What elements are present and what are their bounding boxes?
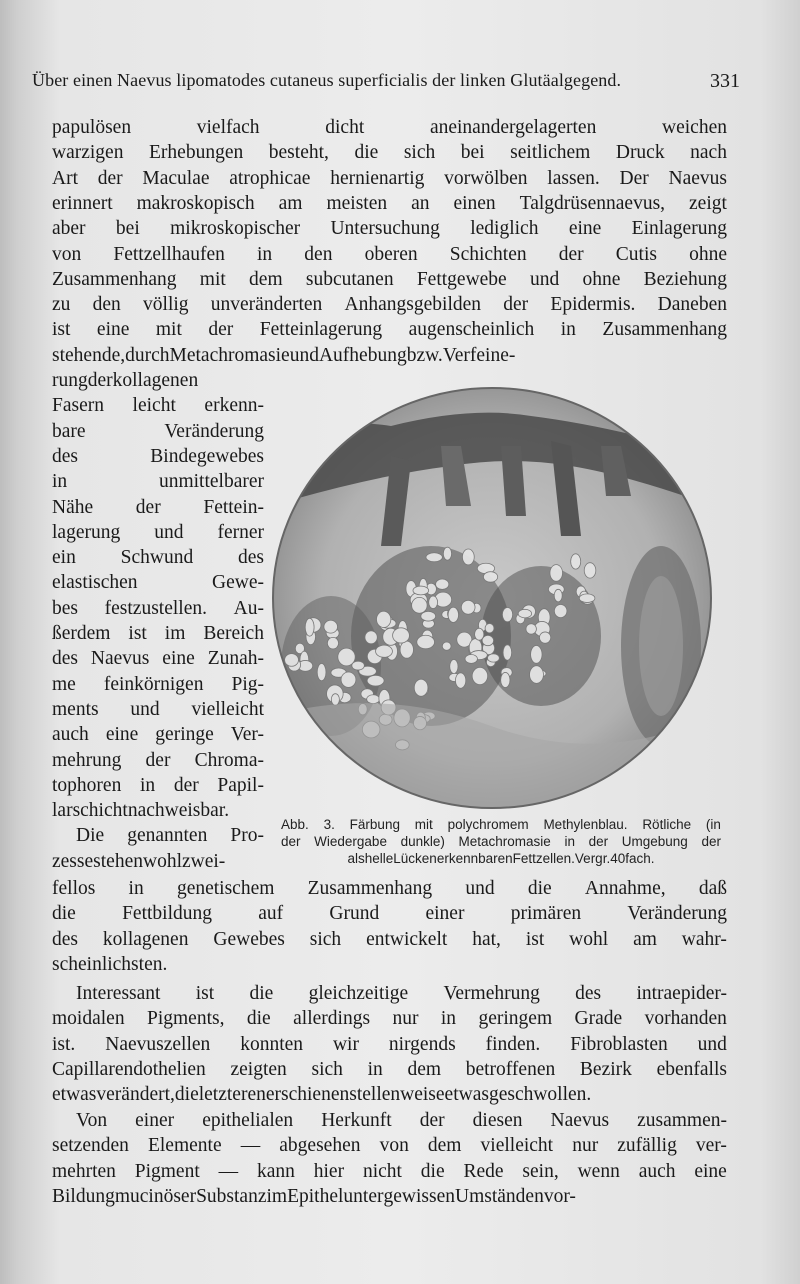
fat-cell [367,675,384,686]
fat-cell [461,600,475,614]
text-line: des kollagenen Gewebes sich entwickelt hat, ist wohl am wahr- [52,928,727,950]
fat-cell [579,594,595,603]
text-line: elastischen Gewe- [52,572,264,594]
fat-cell [539,632,550,643]
text-line: erinnert makroskopisch am meisten an einen Talgdrüsennaevus, zeigt [52,192,727,214]
fat-cell [429,596,438,608]
text-line: zesse stehen wohl zwei- [52,850,226,872]
fat-cell [472,667,488,684]
fat-cell [376,645,393,657]
page-number: 331 [710,70,740,92]
fat-cell [487,654,499,662]
running-header [32,70,740,100]
fat-cell [393,628,410,643]
text-line: scheinlichsten. [52,953,168,975]
caption-line: Abb. 3. Färbung mit polychromem Methylenblau. Rötliche (in [281,817,721,832]
fat-cell [305,618,314,636]
micrograph-figure [271,386,713,810]
text-line: Die genannten Pro- [76,825,264,847]
text-line: bare Veränderung [52,420,264,442]
fat-cell [462,549,474,565]
fat-cell [584,563,596,578]
fat-cell [502,607,512,621]
text-line: tophoren in der Papil- [52,774,264,796]
fat-cell [465,655,477,664]
fat-cell [417,635,435,649]
fat-cell [518,609,531,618]
fat-cell [531,646,542,664]
text-line: Von einer epithelialen Herkunft der diesen Naevus zusammen- [76,1110,727,1131]
fat-cell [414,679,428,696]
text-line: des Bindegewebes [52,445,264,467]
text-line: mehrten Pigment — kann hier nicht die Rede sein, wenn auch eine [52,1160,727,1182]
fat-cell [554,604,567,617]
fat-cell [367,695,380,704]
fat-cell [455,673,465,688]
text-line: zu den völlig unveränderten Anhangsgebilden der Epidermis. Daneben [52,294,727,316]
text-line: ist eine mit der Fetteinlagerung augenscheinlich in Zusammenhang [52,319,727,341]
text-line: papulösen vielfach dicht aneinandergelagerten weichen [52,117,727,138]
fat-cell [341,672,356,687]
text-line: fellos in genetischem Zusammenhang und die Annahme, daß [52,878,727,899]
text-line: ments und vielleicht [52,698,264,720]
fat-cell [331,694,339,706]
text-line: von Fettzellhaufen in den oberen Schichten der Cutis ohne [52,243,727,265]
fat-cell [503,645,512,660]
text-line: moidalen Pigments, die allerdings nur in geringem Grade vorhanden [52,1008,727,1030]
text-line: me feinkörnigen Pig- [52,673,264,695]
text-line: warzigen Erhebungen besteht, die sich bei seitlichem Druck nach [52,142,727,164]
fat-cell [324,620,338,633]
fat-cell [442,642,451,650]
running-title: Über einen Naevus lipomatodes cutaneus superficialis der linken Glutäalgegend. [32,70,622,90]
fat-cell [501,672,510,687]
fat-cell [475,628,484,640]
fat-cell [530,666,544,684]
text-line: ein Schwund des [52,547,264,569]
text-line: setzenden Elemente — abgesehen von dem vielleicht nur zufällig ver- [52,1135,727,1157]
fat-cell [327,637,338,649]
text-line: die Fettbildung auf Grund einer primären Veränderung [52,903,727,925]
fat-cell [571,554,581,569]
fat-cell [443,547,451,560]
fat-cell [352,661,365,670]
fat-cell [483,572,497,582]
micrograph-image [271,386,713,810]
fat-cell [317,663,326,680]
text-line: Bildung mucinöser Substanz im Epithel unter gewissen Umständen vor- [52,1185,576,1207]
fat-cell [450,659,458,673]
text-line: in unmittelbarer [52,471,264,493]
caption-line: als helle Lücken erkennbaren Fettzellen. Vergr. 40fach. [347,851,655,866]
fat-cell [550,565,563,582]
caption-line: der Wiedergabe dunkle) Metachromasie in der Umgebung der [281,834,721,849]
text-line: ist. Naevuszellen konnten wir nirgends finden. Fibroblasten und [52,1033,727,1055]
text-line: rungderkollagenen [52,370,199,391]
fat-cell [285,654,299,667]
text-line: etwas verändert, die letzteren erschienen stellenweise etwas geschwollen. [52,1084,592,1106]
text-line: Art der Maculae atrophicae hernienartig vorwölben lassen. Der Naevus [52,167,727,189]
text-line: auch eine geringe Ver- [52,724,264,746]
fat-cell [448,607,458,622]
fat-cell [377,611,391,627]
fat-cell [436,579,449,589]
fat-cell [365,631,377,644]
text-line: aber bei mikroskopischer Untersuchung lediglich eine Einlagerung [52,218,727,240]
fat-cell [412,597,428,613]
fat-cell [485,623,494,632]
fat-cell [400,641,413,658]
text-line: Nähe der Fettein- [52,496,264,518]
text-line: ßerdem ist im Bereich [52,623,264,644]
text-line: mehrung der Chroma- [52,749,264,771]
fat-cell [554,589,562,602]
fat-cell [526,624,536,634]
text-line: bes festzustellen. Au- [52,597,264,619]
figure-caption [281,816,721,867]
text-line: stehende, durch Metachromasie und Aufhebung bzw. Verfeine- [52,344,516,366]
fat-cell [482,635,493,645]
text-line: des Naevus eine Zunah- [52,648,264,670]
text-line: lagerung und ferner [52,521,264,543]
text-line: larschicht nachweisbar. [52,800,230,822]
text-line: Interessant ist die gleichzeitige Vermehrung des intraepider- [76,983,727,1004]
fat-cell [421,611,436,621]
fat-cell [413,586,429,595]
text-line: Fasern leicht erkenn- [52,395,264,417]
text-line: Zusammenhang mit dem subcutanen Fettgewebe und ohne Beziehung [52,268,727,290]
text-line: Capillarendothelien zeigten sich in dem betroffenen Bezirk ebenfalls [52,1058,727,1080]
fat-cell [426,553,442,562]
